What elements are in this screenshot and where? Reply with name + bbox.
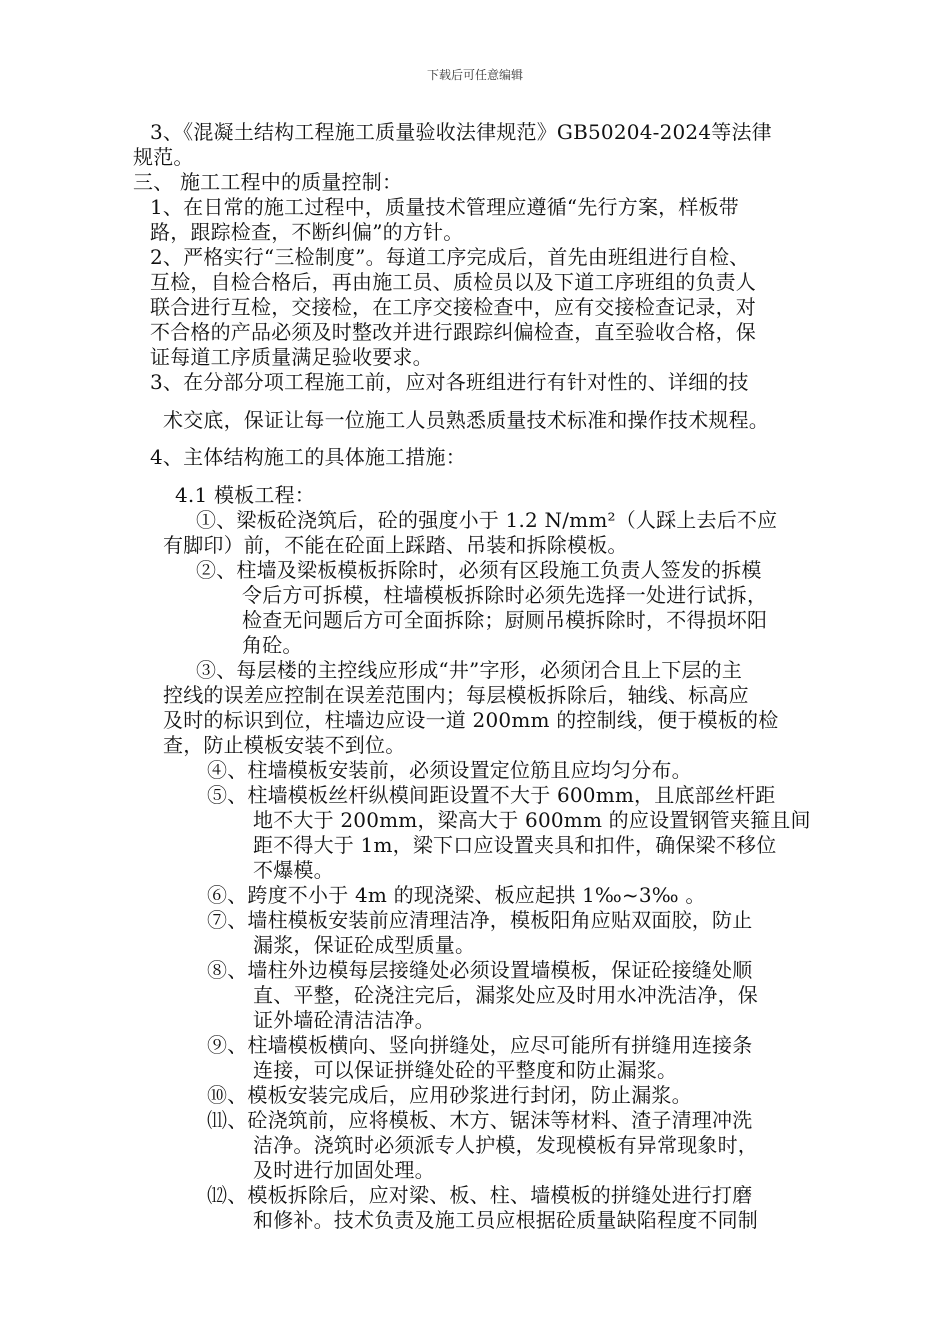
- subsection-heading: 4.1 模板工程：: [175, 483, 315, 507]
- text-line: 3、在分部分项工程施工前，应对各班组进行有针对性的、详细的技: [150, 370, 749, 394]
- text-line: ⑤、柱墙模板丝杆纵模间距设置不大于 600mm，且底部丝杆距: [207, 783, 776, 807]
- text-line: 和修补。技术负责及施工员应根据砼质量缺陷程度不同制: [253, 1208, 758, 1232]
- text-line: 2、严格实行“三检制度”。每道工序完成后，首先由班组进行自检、: [150, 245, 750, 269]
- text-line: 不合格的产品必须及时整改并进行跟踪纠偏检查，直至验收合格，保: [150, 320, 756, 344]
- text-line: 有脚印）前，不能在砼面上踩踏、吊装和拆除模板。: [163, 533, 628, 557]
- page-header: 下载后可任意编辑: [426, 68, 523, 82]
- text-line: ⑧、墙柱外边模每层接缝处必须设置墙模板，保证砼接缝处顺: [207, 958, 753, 982]
- text-line: 联合进行互检，交接检，在工序交接检查中，应有交接检查记录，对: [150, 295, 756, 319]
- text-line: 1、在日常的施工过程中，质量技术管理应遵循“先行方案，样板带: [150, 195, 739, 219]
- text-line: ③、每层楼的主控线应形成“井”字形，必须闭合且上下层的主: [196, 658, 743, 682]
- text-line: 距不得大于 1m，梁下口应设置夹具和扣件，确保梁不移位: [253, 833, 777, 857]
- text-line: 证每道工序质量满足验收要求。: [150, 345, 433, 369]
- text-line: 路，跟踪检查，不断纠偏”的方针。: [150, 220, 464, 244]
- text-line: ⑥、跨度不小于 4m 的现浇梁、板应起拱 1‰~3‰ 。: [207, 883, 706, 907]
- text-line: ⑾、砼浇筑前，应将模板、木方、锯沫等材料、渣子清理冲洗: [207, 1108, 753, 1132]
- text-line: 连接，可以保证拼缝处砼的平整度和防止漏浆。: [253, 1058, 678, 1082]
- text-line: ②、柱墙及梁板模板拆除时，必须有区段施工负责人签发的拆模: [196, 558, 762, 582]
- text-line: ⑩、模板安装完成后，应用砂浆进行封闭，防止漏浆。: [207, 1083, 692, 1107]
- text-line: 及时进行加固处理。: [253, 1158, 435, 1182]
- text-line: 及时的标识到位，柱墙边应设一道 200mm 的控制线，便于模板的检: [163, 708, 779, 732]
- text-line: 查，防止模板安装不到位。: [163, 733, 406, 757]
- text-line: 4、主体结构施工的具体施工措施：: [150, 445, 466, 469]
- text-line: 角砼。: [242, 633, 303, 657]
- section-heading: 三、 施工工程中的质量控制：: [133, 170, 403, 194]
- text-line: ⑿、模板拆除后，应对梁、板、柱、墙模板的拼缝处进行打磨: [207, 1183, 753, 1207]
- text-line: 互检，自检合格后，再由施工员、质检员以及下道工序班组的负责人: [150, 270, 756, 294]
- text-line: 3、《混凝土结构工程施工质量验收法律规范》GB50204-2024等法律: [150, 120, 772, 144]
- text-line: ①、梁板砼浇筑后，砼的强度小于 1.2 N/mm²（人踩上去后不应: [196, 508, 778, 532]
- text-line: ⑨、柱墙模板横向、竖向拼缝处，应尽可能所有拼缝用连接条: [207, 1033, 753, 1057]
- text-line: ⑦、墙柱模板安装前应清理洁净，模板阳角应贴双面胶，防止: [207, 908, 753, 932]
- text-line: ④、柱墙模板安装前，必须设置定位筋且应均匀分布。: [207, 758, 692, 782]
- text-line: 地不大于 200mm，梁高大于 600mm 的应设置钢管夹箍且间: [253, 808, 811, 832]
- text-line: 洁净。浇筑时必须派专人护模，发现模板有异常现象时，: [253, 1133, 758, 1157]
- text-line: 检查无问题后方可全面拆除；厨厕吊模拆除时，不得损坏阳: [242, 608, 768, 632]
- text-line: 漏浆，保证砼成型质量。: [253, 933, 476, 957]
- text-line: 证外墙砼清洁洁净。: [253, 1008, 435, 1032]
- text-line: 术交底，保证让每一位施工人员熟悉质量技术标准和操作技术规程。: [163, 408, 769, 432]
- text-line: 令后方可拆模，柱墙模板拆除时必须先选择一处进行试拆，: [242, 583, 768, 607]
- text-line: 直、平整，砼浇注完后，漏浆处应及时用水冲洗洁净，保: [253, 983, 758, 1007]
- text-line: 不爆模。: [253, 858, 334, 882]
- text-line: 规范。: [133, 145, 194, 169]
- text-line: 控线的误差应控制在误差范围内；每层模板拆除后，轴线、标高应: [163, 683, 749, 707]
